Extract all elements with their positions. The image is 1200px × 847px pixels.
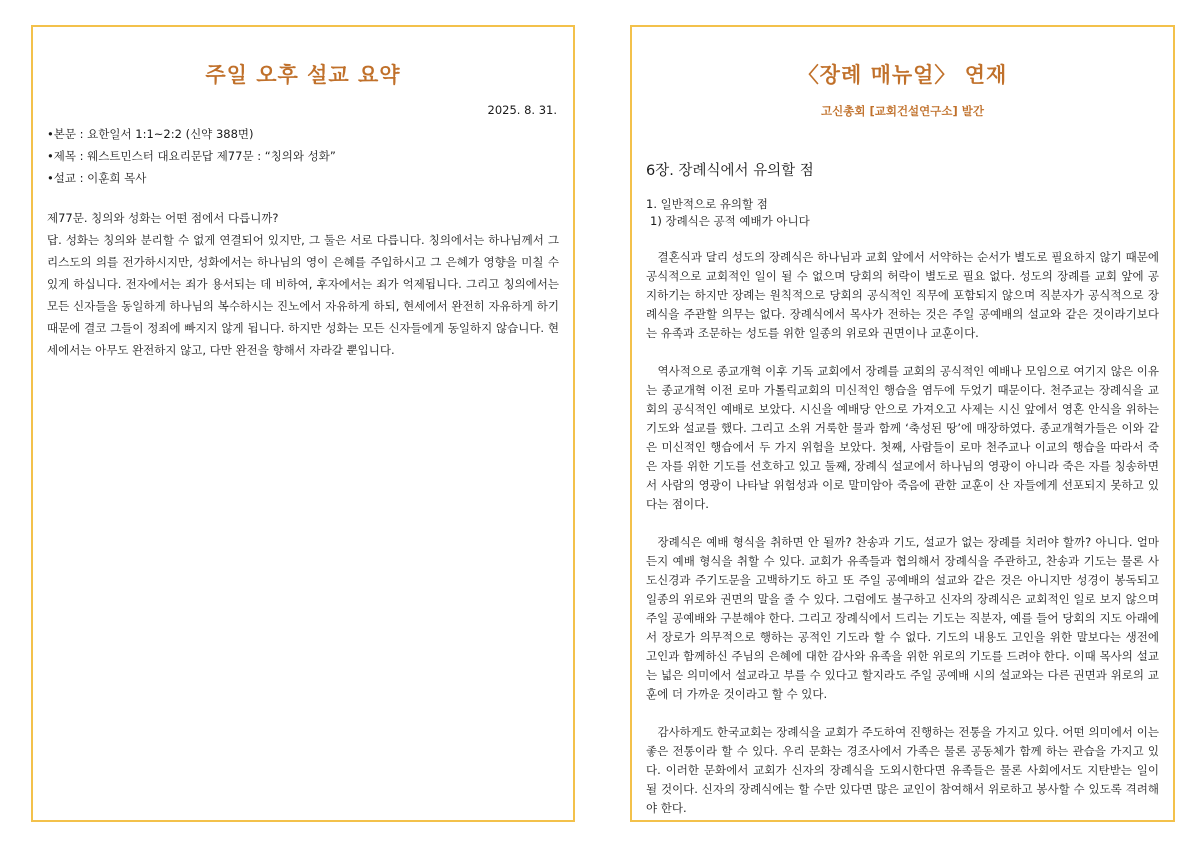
- catechism-question: 제77문. 칭의와 성화는 어떤 점에서 다릅니까?: [47, 211, 279, 225]
- sermon-text-reference: •본문 : 요한일서 1:1~2:2 (신약 388면): [47, 127, 254, 141]
- funeral-manual-title: 〈장례 매뉴얼〉 연재: [797, 63, 1008, 87]
- body-paragraph: 장례식은 예배 형식을 취하면 안 될까? 찬송과 기도, 설교가 없는 장례를 치러야 할까? 아니다. 얼마든지 예배 형식을 취할 수 있다. 교회가 유족들과 협의해서 장례식을 주관하고, 찬송과 기도는 물론 사도신경과 주기도문을 고백하기도 하고 또 주일 공예배의 설교와 같은 것은 아니지만 성경이 봉독되고 일종의 위로와 권면의 말을 줄 수 있다. 그럼에도 불구하고 신자의 장례식은 교회적인 일로 보지 않으며 주일 공예배와 구분해야 한다. 그리고 장례식에서 드리는 기도는 직분자, 예를 들어 당회의 지도 아래에서 장로가 의무적으로 행하는 공적인 기도라 할 수 없다. 기도의 내용도 고인을 위한 말보다는 생전에 고인과 함께하신 주님의 은혜에 대한 감사와 유족을 위한 위로의 기도를 드려야 한다. 이때 목사의 설교는 넓은 의미에서 설교라고 부를 수 있다고 할지라도 주일 공예배 시의 설교와는 다른 권면과 위로의 교훈에 더 가까운 것이라고 할 수 있다.: [646, 535, 1159, 701]
- funeral-manual-page: [630, 25, 1175, 822]
- catechism-answer: 답. 성화는 칭의와 분리할 수 없게 연결되어 있지만, 그 둘은 서로 다릅니다. 칭의에서는 하나님께서 그리스도의 의를 전가하시지만, 성화에서는 하나님의 영이 은혜를 주입하시고 그 은혜가 영향을 미칠 수 있게 하십니다. 전자에서는 죄가 용서되는 데 비하여, 후자에서는 죄가 억제됩니다. 그리고 칭의에서는 모든 신자들을 동일하게 하나님의 복수하시는 진노에서 자유하게 하되, 현세에서 완전히 자유하게 하기 때문에 결코 그들이 정죄에 빠지지 않게 됩니다. 하지만 성화는 모든 신자들에게 동일하지 않습니다. 현세에서는 아무도 완전하지 않고, 다만 완전을 향해서 자라갈 뿐입니다.: [47, 233, 559, 357]
- subsection-heading: 1) 장례식은 공적 예배가 아니다: [650, 214, 810, 228]
- body-paragraph: 결혼식과 달리 성도의 장례식은 하나님과 교회 앞에서 서약하는 순서가 별도로 필요하지 않기 때문에 공식적으로 교회적인 일이 될 수 없으며 당회의 허락이 별도로 필요 없다. 성도의 장례를 교회 앞에 공지하기는 하지만 장례는 원칙적으로 당회의 공식적인 직무에 포함되지 않으며 직분자가 공식적으로 장례식을 주관할 의무는 없다. 장례식에서 목사가 전하는 것은 주일 공예배의 설교와 같은 것이라기보다는 유족과 조문하는 성도를 위한 일종의 위로와 권면이나 교훈이다.: [646, 250, 1159, 340]
- section-heading: 1. 일반적으로 유의할 점: [646, 197, 768, 211]
- body-paragraph: 감사하게도 한국교회는 장례식을 교회가 주도하여 진행하는 전통을 가지고 있다. 어떤 의미에서 이는 좋은 전통이라 할 수 있다. 우리 문화는 경조사에서 가족은 물론 공동체가 함께 하는 관습을 가지고 있다. 이러한 문화에서 교회가 신자의 장례식을 도외시한다면 유족들은 물론 사회에서도 지탄받는 일이 될 것이다. 신자의 장례식에는 할 수만 있다면 많은 교인이 참여해서 위로하고 봉사할 수 있도록 격려해야 한다.: [646, 725, 1159, 815]
- sermon-date: 2025. 8. 31.: [487, 103, 557, 117]
- chapter-heading: 6장. 장례식에서 유의할 점: [646, 163, 814, 179]
- sermon-title-line: •제목 : 웨스트민스터 대요리문답 제77문 : “칭의와 성화”: [47, 149, 336, 163]
- sermon-preacher: •설교 : 이훈희 목사: [47, 171, 147, 185]
- body-paragraph: 역사적으로 종교개혁 이후 기독 교회에서 장례를 교회의 공식적인 예배나 모임으로 여기지 않은 이유는 종교개혁 이전 로마 가톨릭교회의 미신적인 행습을 염두에 두었기 때문이다. 천주교는 장례식을 교회의 공식적인 예배로 보았다. 시신을 예배당 안으로 가져오고 사제는 시신 앞에서 영혼 안식을 위하는 기도와 설교를 했다. 그리고 소위 거룩한 물과 함께 ‘축성된 땅’에 매장하였다. 종교개혁가들은 이와 같은 미신적인 행습에서 두 가지 위험을 보았다. 첫째, 사람들이 로마 천주교나 이교의 행습을 따라서 죽은 자를 위한 기도를 선호하고 있고 둘째, 장례식 설교에서 하나님의 영광이 아니라 죽은 자를 칭송하면서 사람의 영광이 나타날 위험성과 이로 말미암아 죽음에 관한 교훈이 산 자들에게 선포되지 못하고 있다는 점이다.: [646, 364, 1159, 511]
- sermon-meta: [47, 123, 559, 189]
- sermon-summary-title: 주일 오후 설교 요약: [205, 63, 401, 87]
- publisher-subtitle: 고신총회 [교회건설연구소] 발간: [821, 104, 984, 118]
- sermon-summary-page: [31, 25, 575, 822]
